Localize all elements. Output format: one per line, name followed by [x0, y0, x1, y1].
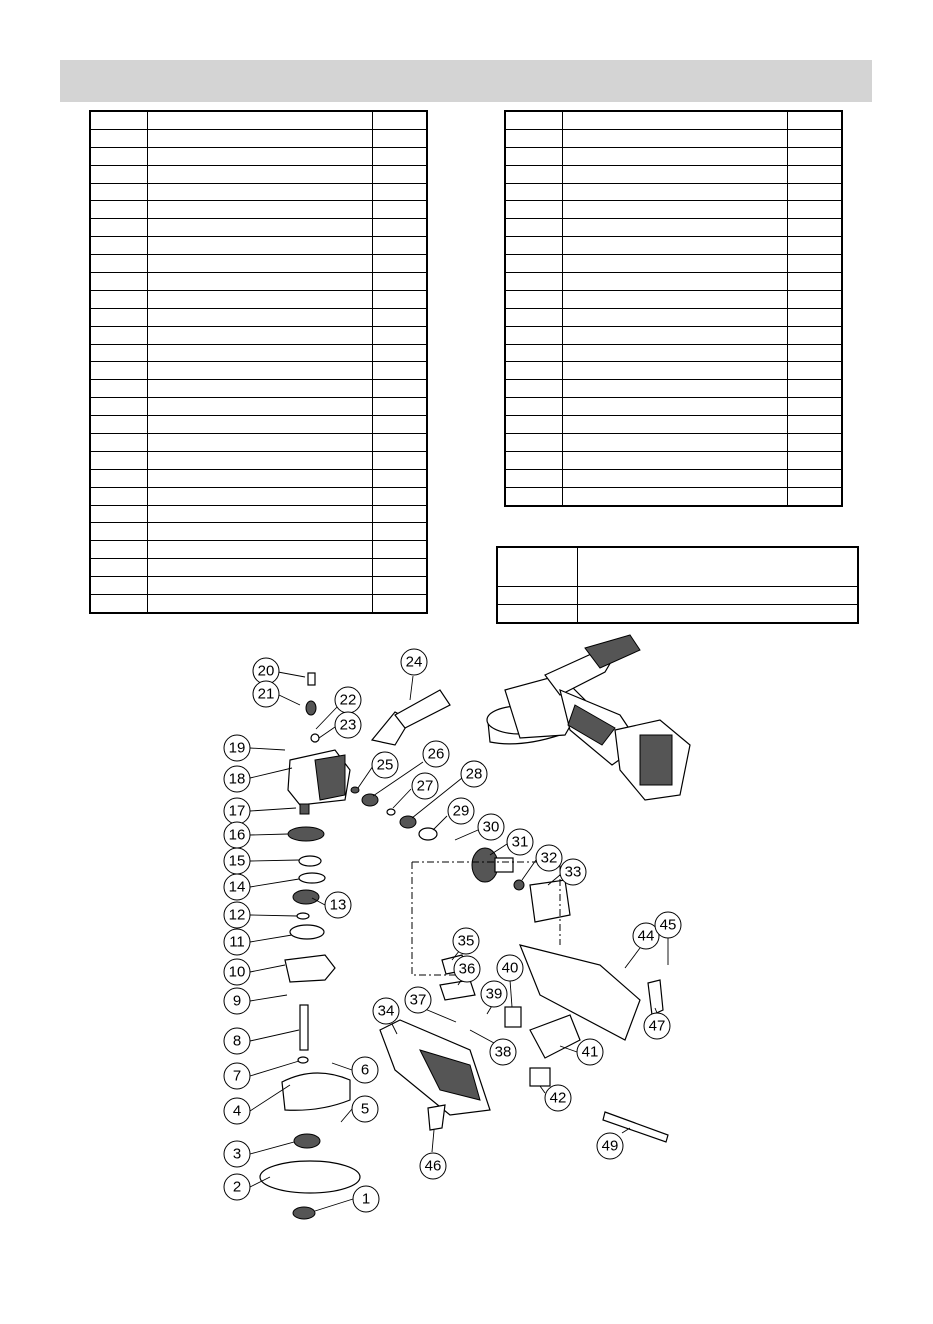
- callout-29: [448, 798, 474, 824]
- svg-text:32: 32: [540, 849, 558, 867]
- callout-40: [497, 955, 523, 981]
- svg-text:27: 27: [416, 777, 434, 795]
- callout-10: [224, 959, 250, 985]
- callout-5: [352, 1096, 378, 1122]
- callout-41: [577, 1039, 603, 1065]
- svg-text:39: 39: [485, 985, 503, 1003]
- spindle-column-parts: [257, 673, 360, 1219]
- callout-16: [224, 822, 250, 848]
- callout-9: [224, 988, 250, 1014]
- svg-text:1: 1: [361, 1190, 371, 1208]
- callout-35: [453, 928, 479, 954]
- callout-42: [545, 1085, 571, 1111]
- callout-32: [536, 845, 562, 871]
- callout-34: [373, 998, 399, 1024]
- svg-text:35: 35: [457, 932, 475, 950]
- callout-2: [224, 1174, 250, 1200]
- callout-14: [224, 874, 250, 900]
- callout-45: [655, 912, 681, 938]
- svg-text:45: 45: [659, 916, 677, 934]
- callout-21: [253, 681, 279, 707]
- svg-text:49: 49: [601, 1137, 619, 1155]
- callout-7: [224, 1063, 250, 1089]
- svg-text:31: 31: [511, 833, 529, 851]
- callout-49: [597, 1133, 623, 1159]
- svg-text:10: 10: [228, 963, 246, 981]
- svg-text:46: 46: [424, 1157, 442, 1175]
- callout-15: [224, 848, 250, 874]
- callout-26: [423, 741, 449, 767]
- callout-11: [224, 929, 250, 955]
- svg-text:16: 16: [228, 826, 246, 844]
- callout-39: [481, 981, 507, 1007]
- callout-4: [224, 1098, 250, 1124]
- svg-text:38: 38: [494, 1043, 512, 1061]
- svg-text:26: 26: [427, 745, 445, 763]
- callout-18: [224, 766, 250, 792]
- callout-12: [224, 902, 250, 928]
- svg-text:23: 23: [339, 716, 357, 734]
- svg-text:7: 7: [232, 1067, 242, 1085]
- callout-19: [224, 735, 250, 761]
- svg-text:40: 40: [501, 959, 519, 977]
- svg-text:30: 30: [482, 818, 500, 836]
- callout-17: [224, 798, 250, 824]
- callout-33: [560, 859, 586, 885]
- svg-text:41: 41: [581, 1043, 599, 1061]
- svg-text:4: 4: [232, 1102, 242, 1120]
- callout-3: [224, 1141, 250, 1167]
- svg-text:13: 13: [329, 896, 347, 914]
- svg-text:36: 36: [458, 960, 476, 978]
- svg-text:33: 33: [564, 863, 582, 881]
- svg-text:8: 8: [232, 1032, 242, 1050]
- callout-28: [461, 761, 487, 787]
- svg-text:21: 21: [257, 685, 275, 703]
- callout-38: [490, 1039, 516, 1065]
- callout-25: [372, 752, 398, 778]
- assembled-angle-grinder-illustration: [487, 635, 690, 800]
- svg-text:17: 17: [228, 802, 246, 820]
- callout-47: [420, 1153, 446, 1179]
- svg-text:11: 11: [229, 933, 245, 951]
- svg-text:28: 28: [465, 765, 483, 783]
- svg-text:9: 9: [232, 992, 242, 1010]
- svg-text:20: 20: [257, 662, 275, 680]
- callout-8: [224, 1028, 250, 1054]
- callout-46: [644, 1013, 670, 1039]
- svg-text:25: 25: [376, 756, 394, 774]
- svg-text:29: 29: [452, 802, 470, 820]
- svg-text:22: 22: [339, 691, 357, 709]
- svg-text:34: 34: [377, 1002, 395, 1020]
- callout-27: [412, 773, 438, 799]
- svg-text:2: 2: [232, 1178, 242, 1196]
- callout-1: [353, 1186, 379, 1212]
- svg-text:37: 37: [409, 991, 427, 1009]
- svg-text:12: 12: [228, 906, 246, 924]
- svg-text:3: 3: [232, 1145, 242, 1163]
- svg-text:15: 15: [228, 852, 246, 870]
- callout-30: [478, 814, 504, 840]
- svg-text:5: 5: [360, 1100, 370, 1118]
- callout-24: [401, 649, 427, 675]
- svg-text:18: 18: [228, 770, 246, 788]
- svg-text:19: 19: [228, 739, 246, 757]
- callout-13: [325, 892, 351, 918]
- svg-text:47: 47: [648, 1017, 666, 1035]
- callout-36: [454, 956, 480, 982]
- svg-text:24: 24: [405, 653, 423, 671]
- svg-text:6: 6: [360, 1061, 370, 1079]
- callout-20: [253, 658, 279, 684]
- svg-text:44: 44: [637, 927, 655, 945]
- callout-37: [405, 987, 431, 1013]
- callout-6: [352, 1057, 378, 1083]
- svg-text:42: 42: [549, 1089, 567, 1107]
- callout-31: [507, 829, 533, 855]
- svg-text:14: 14: [228, 878, 246, 896]
- callout-22: [335, 687, 361, 713]
- callout-23: [335, 712, 361, 738]
